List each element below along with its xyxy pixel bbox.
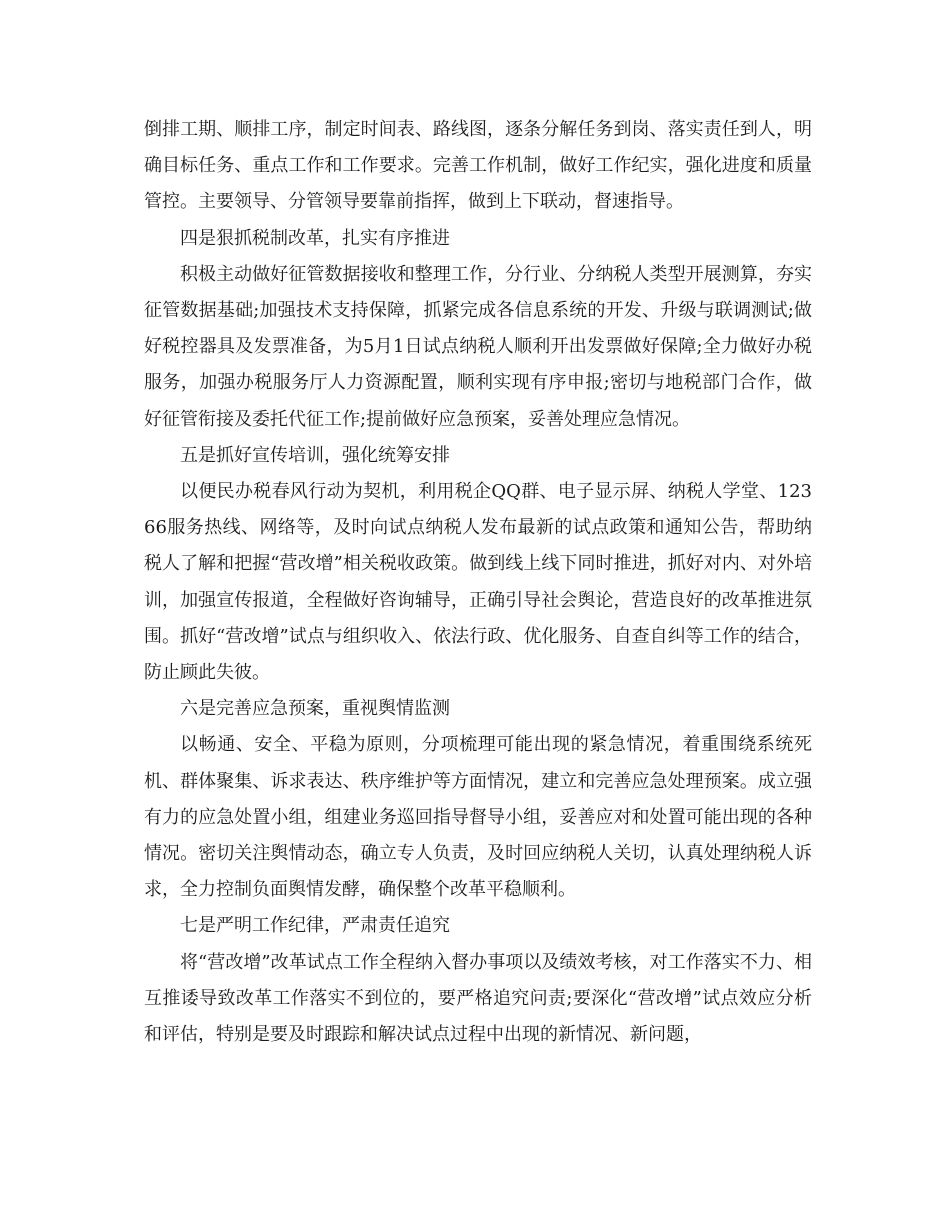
paragraph-section-4: 积极主动做好征管数据接收和整理工作，分行业、分纳税人类型开展测算，夯实征管数据基础;加强技术支持保障，抓紧完成各信息系统的开发、升级与联调测试;做好税控器具及发票准备，为5月1日试点纳税人顺利开出发票做好保障;全力做好办税服务，加强办税服务厅人力资源配置，顺利实现有序申报;密切与地税部门合作，做好征管衔接及委托代征工作;提前做好应急预案，妥善处理应急情况。: [144, 263, 812, 430]
paragraph-continuation: 倒排工期、顺排工序，制定时间表、路线图，逐条分解任务到岗、落实责任到人，明确目标任务、重点工作和工作要求。完善工作机制，做好工作纪实，强化进度和质量管控。主要领导、分管领导要靠前指挥，做到上下联动，督速指导。: [144, 119, 812, 213]
paragraph-section-7: 将“营改增”改革试点工作全程纳入督办事项以及绩效考核，对工作落实不力、相互推诿导致改革工作落实不到位的，要严格追究问责;要深化“营改增”试点效应分析和评估，特别是要及时跟踪和解决试点过程中出现的新情况、新问题，: [144, 951, 812, 1046]
section-heading-6: 六是完善应急预案，重视舆情监测: [180, 698, 450, 720]
paragraph-section-6: 以畅通、安全、平稳为原则，分项梳理可能出现的紧急情况，着重围绕系统死机、群体聚集、诉求表达、秩序维护等方面情况，建立和完善应急处理预案。成立强有力的应急处置小组，组建业务巡回指导督导小组，妥善应对和处置可能出现的各种情况。密切关注舆情动态，确立专人负责，及时回应纳税人关切，认真处理纳税人诉求，全力控制负面舆情发酵，确保整个改革平稳顺利。: [144, 734, 812, 901]
paragraph-section-5: 以便民办税春风行动为契机，利用税企QQ群、电子显示屏、纳税人学堂、12366服务热线、网络等，及时向试点纳税人发布最新的试点政策和通知公告，帮助纳税人了解和把握“营改增”相关税收政策。做到线上线下同时推进，抓好对内、对外培训，加强宣传报道，全程做好咨询辅导，正确引导社会舆论，营造良好的改革推进氛围。抓好“营改增”试点与组织收入、依法行政、优化服务、自查自纠等工作的结合，防止顾此失彼。: [144, 481, 812, 684]
section-heading-5: 五是抓好宣传培训，强化统筹安排: [180, 444, 450, 466]
document-body: [144, 112, 812, 1053]
section-heading-4: 四是狠抓税制改革，扎实有序推进: [180, 227, 450, 249]
section-heading-7: 七是严明工作纪律，严肃责任追究: [180, 915, 450, 937]
